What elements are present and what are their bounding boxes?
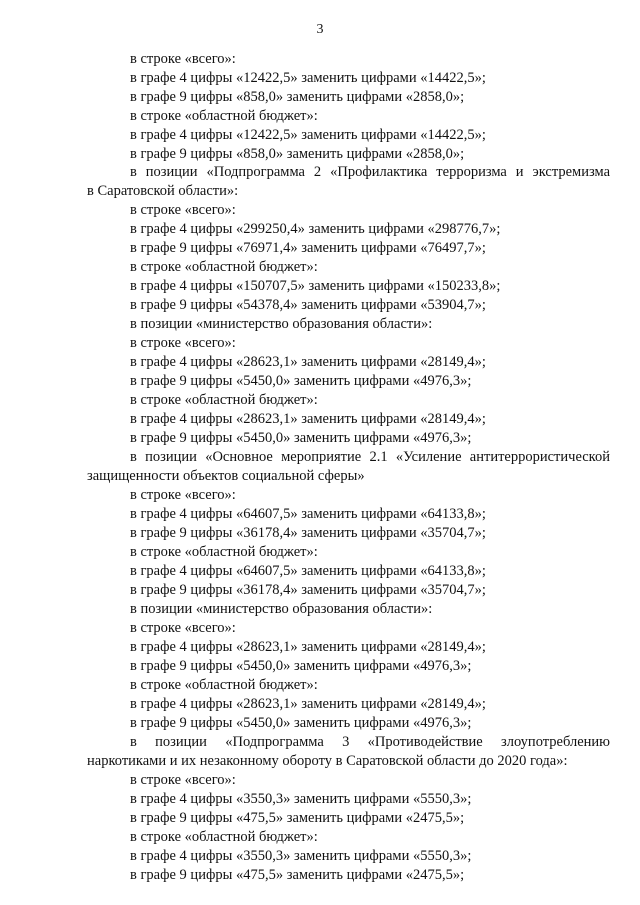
text-line: в графе 9 цифры «76971,4» заменить цифрами «76497,7»; xyxy=(130,240,486,256)
text-line: в строке «всего»: xyxy=(130,202,236,218)
text-line: в позиции «министерство образования области»: xyxy=(130,601,433,617)
text-line: в графе 9 цифры «5450,0» заменить цифрами «4976,3»; xyxy=(130,430,472,446)
text-line: в графе 4 цифры «28623,1» заменить цифрами «28149,4»; xyxy=(130,411,486,427)
text-line: в позиции «Основное мероприятие 2.1 «Усиление антитеррористической xyxy=(130,449,610,465)
text-line: в позиции «Подпрограмма 3 «Противодействие злоупотреблению xyxy=(130,734,610,750)
text-line: в позиции «Подпрограмма 2 «Профилактика терроризма и экстремизма xyxy=(130,164,610,180)
text-line: в графе 9 цифры «858,0» заменить цифрами «2858,0»; xyxy=(130,89,465,105)
text-line: в строке «областной бюджет»: xyxy=(130,392,318,408)
text-line: в графе 4 цифры «3550,3» заменить цифрами «5550,3»; xyxy=(130,791,472,807)
text-line: в графе 4 цифры «64607,5» заменить цифрами «64133,8»; xyxy=(130,506,486,522)
text-line: в графе 9 цифры «54378,4» заменить цифрами «53904,7»; xyxy=(130,297,486,313)
text-line: в графе 9 цифры «5450,0» заменить цифрами «4976,3»; xyxy=(130,715,472,731)
text-line: защищенности объектов социальной сферы» xyxy=(87,468,365,484)
text-line: в графе 4 цифры «150707,5» заменить цифрами «150233,8»; xyxy=(130,278,501,294)
text-line: в графе 4 цифры «12422,5» заменить цифрами «14422,5»; xyxy=(130,70,486,86)
text-line: в строке «всего»: xyxy=(130,772,236,788)
text-line: в строке «областной бюджет»: xyxy=(130,259,318,275)
text-line: в графе 9 цифры «5450,0» заменить цифрами «4976,3»; xyxy=(130,658,472,674)
text-line: в графе 9 цифры «475,5» заменить цифрами «2475,5»; xyxy=(130,867,465,883)
text-line: в позиции «министерство образования области»: xyxy=(130,316,433,332)
text-line: в графе 9 цифры «36178,4» заменить цифрами «35704,7»; xyxy=(130,582,486,598)
text-line: в графе 9 цифры «475,5» заменить цифрами «2475,5»; xyxy=(130,810,465,826)
text-line: в графе 4 цифры «28623,1» заменить цифрами «28149,4»; xyxy=(130,354,486,370)
text-line: в графе 4 цифры «28623,1» заменить цифрами «28149,4»; xyxy=(130,696,486,712)
text-line: в графе 4 цифры «3550,3» заменить цифрами «5550,3»; xyxy=(130,848,472,864)
text-line: в графе 4 цифры «28623,1» заменить цифрами «28149,4»; xyxy=(130,639,486,655)
text-line: в строке «областной бюджет»: xyxy=(130,108,318,124)
text-line: в строке «всего»: xyxy=(130,487,236,503)
text-line: в строке «всего»: xyxy=(130,620,236,636)
text-line: в строке «областной бюджет»: xyxy=(130,677,318,693)
page-number: 3 xyxy=(316,22,324,37)
text-line: в графе 9 цифры «858,0» заменить цифрами «2858,0»; xyxy=(130,146,465,162)
text-line: в строке «всего»: xyxy=(130,335,236,351)
text-line: в строке «всего»: xyxy=(130,51,236,67)
text-line: в графе 4 цифры «64607,5» заменить цифрами «64133,8»; xyxy=(130,563,486,579)
text-line: наркотиками и их незаконному обороту в Саратовской области до 2020 года»: xyxy=(87,753,568,769)
text-line: в строке «областной бюджет»: xyxy=(130,829,318,845)
text-line: в Саратовской области»: xyxy=(87,183,239,199)
text-line: в графе 9 цифры «5450,0» заменить цифрами «4976,3»; xyxy=(130,373,472,389)
text-line: в строке «областной бюджет»: xyxy=(130,544,318,560)
text-line: в графе 4 цифры «299250,4» заменить цифрами «298776,7»; xyxy=(130,221,501,237)
text-line: в графе 4 цифры «12422,5» заменить цифрами «14422,5»; xyxy=(130,127,486,143)
text-line: в графе 9 цифры «36178,4» заменить цифрами «35704,7»; xyxy=(130,525,486,541)
